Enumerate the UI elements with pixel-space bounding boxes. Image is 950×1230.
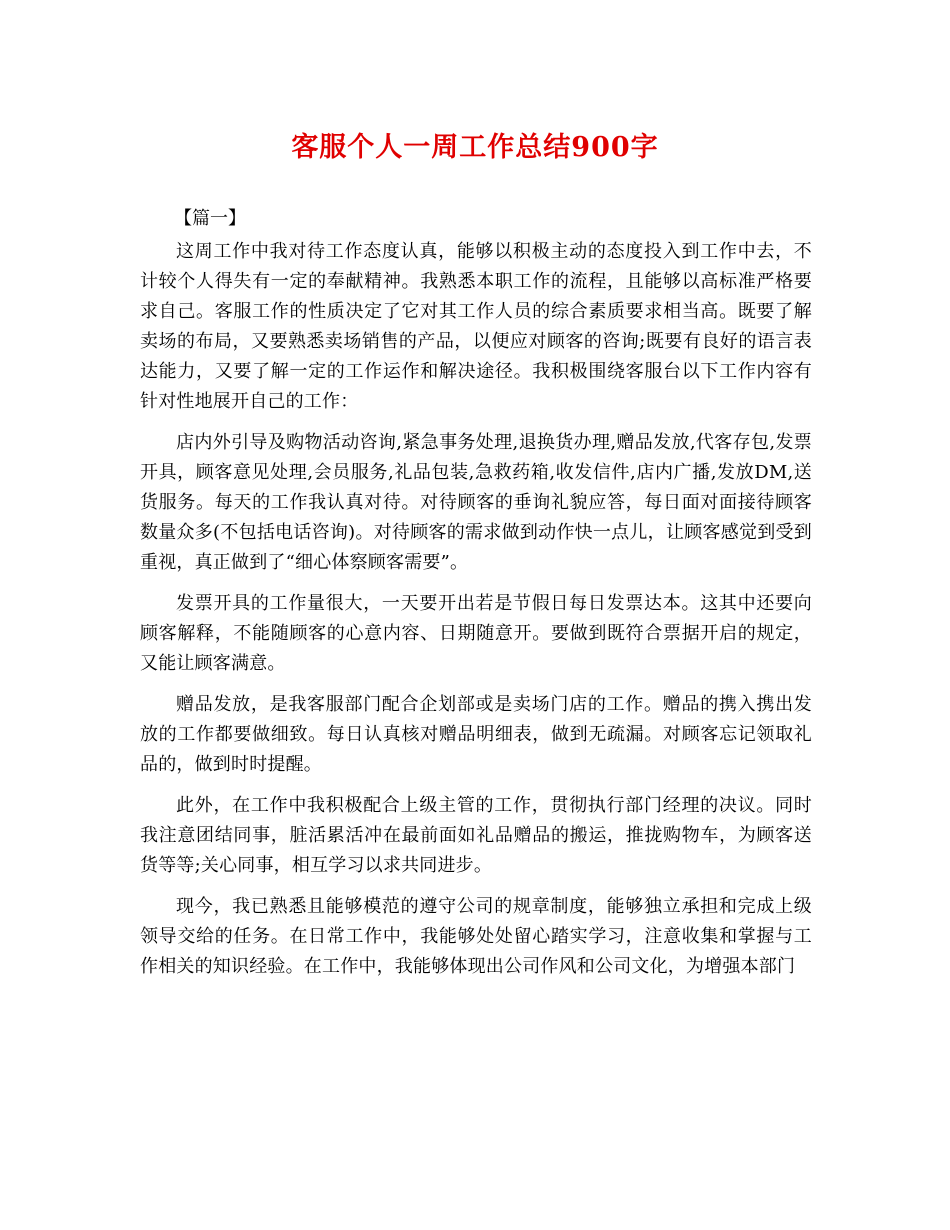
- section-label: 【篇一】: [174, 208, 246, 229]
- document-title: 客服个人一周工作总结900字: [291, 132, 659, 163]
- paragraph-5: 此外，在工作中我积极配合上级主管的工作，贯彻执行部门经理的决议。同时我注意团结同事，脏活累活冲在最前面如礼品赠品的搬运，推拢购物车，为顾客送货等等;关心同事，相互学习以求共同进步。: [140, 795, 812, 876]
- document-body: [140, 204, 812, 993]
- paragraph-6: 现今，我已熟悉且能够模范的遵守公司的规章制度，能够独立承担和完成上级领导交给的任务。在日常工作中，我能够处处留心踏实学习，注意收集和掌握与工作相关的知识经验。在工作中，我能够体现出公司作风和公司文化，为增强本部门: [140, 896, 812, 977]
- paragraph-2: 店内外引导及购物活动咨询,紧急事务处理,退换货办理,赠品发放,代客存包,发票开具，顾客意见处理,会员服务,礼品包装,急救药箱,收发信件,店内广播,发放DM,送货服务。每天的工作我认真对待。对待顾客的垂询礼貌应答，每日面对面接待顾客数量众多(不包括电话咨询)。对待顾客的需求做到动作快一点儿，让顾客感觉到受到重视，真正做到了“细心体察顾客需要”。: [140, 432, 812, 573]
- paragraph-4: 赠品发放，是我客服部门配合企划部或是卖场门店的工作。赠品的携入携出发放的工作都要做细致。每日认真核对赠品明细表，做到无疏漏。对顾客忘记领取礼品的，做到时时提醒。: [140, 694, 812, 775]
- paragraph-3: 发票开具的工作量很大，一天要开出若是节假日每日发票达本。这其中还要向顾客解释，不能随顾客的心意内容、日期随意开。要做到既符合票据开启的规定，又能让顾客满意。: [140, 593, 812, 674]
- paragraph-1: 这周工作中我对待工作态度认真，能够以积极主动的态度投入到工作中去，不计较个人得失有一定的奉献精神。我熟悉本职工作的流程，且能够以高标准严格要求自己。客服工作的性质决定了它对其工作人员的综合素质要求相当高。既要了解卖场的布局，又要熟悉卖场销售的产品，以便应对顾客的咨询;既要有良好的语言表达能力，又要了解一定的工作运作和解决途径。我积极围绕客服台以下工作内容有针对性地展开自己的工作：: [140, 241, 812, 412]
